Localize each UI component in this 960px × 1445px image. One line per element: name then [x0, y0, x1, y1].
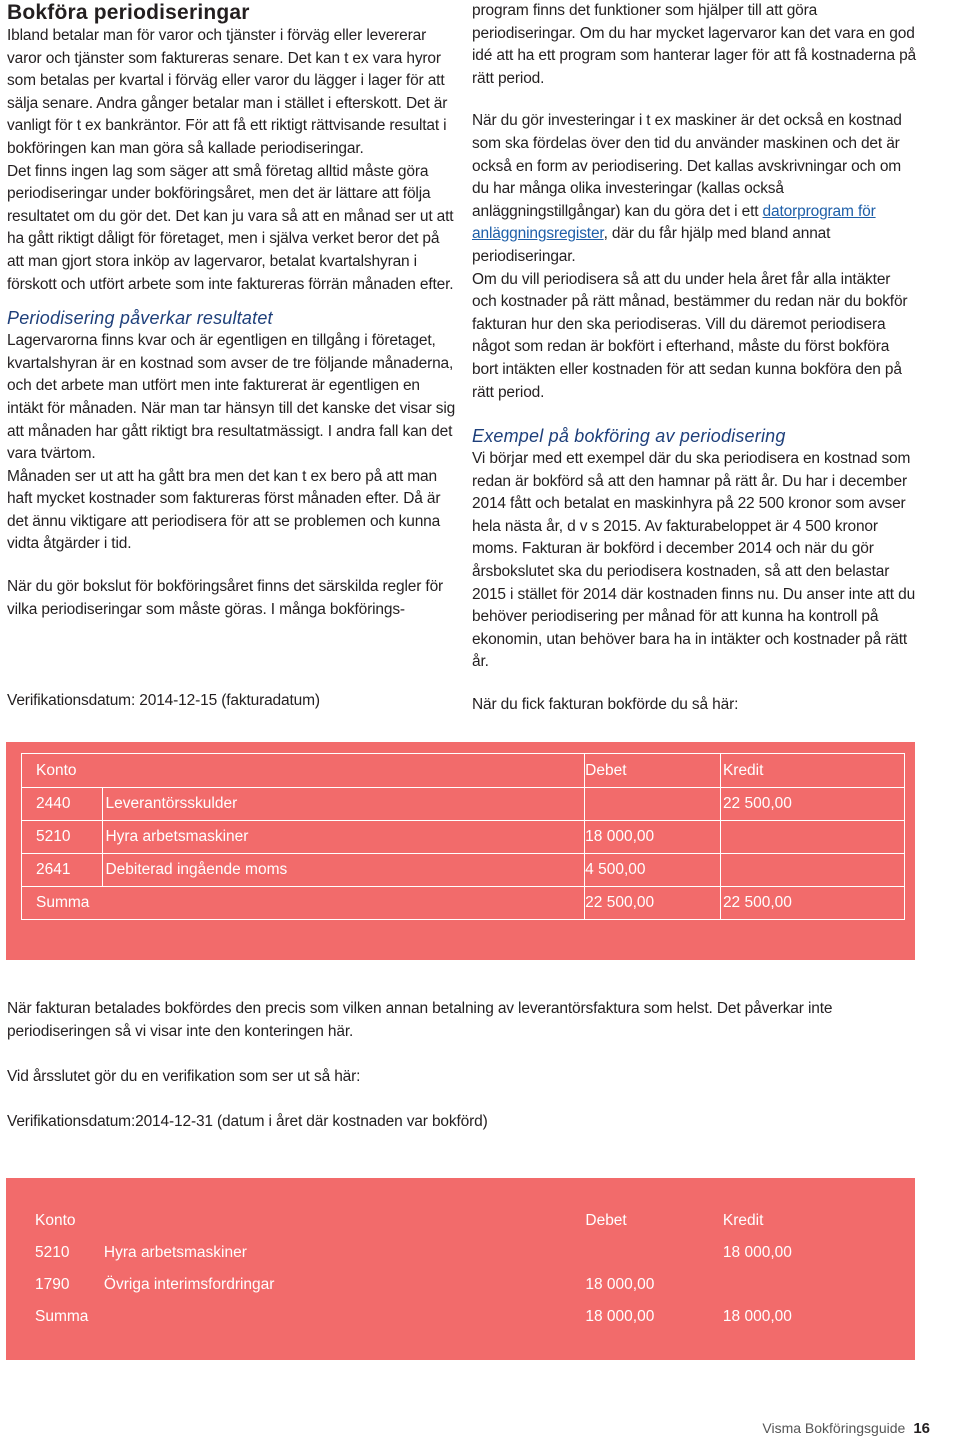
row-konto: 5210: [35, 1244, 70, 1261]
section-paragraph-1: Lagervarorna finns kvar och är egentligen en tillgång i företaget, kvartalshyran är en kostnad som avser de tre följande månaderna, och det arbete man utfört men inte fakturerat är egentligen en intäkt för månaden. När man tar hänsyn till det kanske det visar sig att månaden har gått riktigt bra resultatmässigt. I andra fall kan det vara tvärtom.: [7, 332, 456, 463]
row-debet: 18 000,00: [585, 821, 721, 854]
row-debet: [585, 788, 721, 821]
sum-debet: 18 000,00: [585, 1308, 655, 1325]
ledger-row: [21, 1269, 905, 1301]
row-kredit: [720, 821, 904, 854]
ledger-panel-2: [6, 1178, 915, 1360]
row-text: Leverantörsskulder: [103, 788, 585, 821]
intro-paragraph-1: Ibland betalar man för varor och tjänster i förväg eller levererar varor och tjänster som faktureras senare. Det kan t ex vara hyror som betalas per kvartal i förväg eller varor du lägger i lager för att sälja senare. Andra gånger betalar man i stället i efterskott. Det är vanligt för t ex bankräntor. För att få ett riktigt rättvisande resultat i bokföringen kan man göra så kallade periodiseringar.: [7, 27, 448, 157]
ledger-row: [22, 788, 905, 821]
header-kredit: Kredit: [722, 1212, 764, 1229]
ledger-panel-1: [6, 742, 915, 960]
row-debet: 4 500,00: [585, 854, 721, 887]
row-kredit: 22 500,00: [720, 788, 904, 821]
header-konto: Konto: [22, 754, 585, 788]
left-column: [7, 0, 459, 621]
page-number: 16: [913, 1420, 930, 1437]
section-paragraph-2: Månaden ser ut att ha gått bra men det kan t ex bero på att man haft mycket kostnader som faktureras först månaden efter. Då är det ännu viktigare att periodisera för att se problemen och kunna vidta åtgärder i tid.: [7, 467, 441, 553]
row-text: Hyra arbetsmaskiner: [103, 821, 585, 854]
payment-paragraph: När fakturan betalades bokfördes den precis som vilken annan betalning av leverantörsfaktura som helst. Det påverkar inte periodiseringen så vi visar inte den konteringen här.: [7, 1000, 833, 1040]
page-title: Bokföra periodiseringar: [7, 1, 250, 24]
investment-text-before: När du gör investeringar i t ex maskiner är det också en kostnad som ska fördelas över den tid du använder maskinen och det är också en form av periodisering. Det kallas avskrivningar och om du har många olika investeringar (kallas också anläggningstillgångar) kan du göra det i ett: [472, 112, 902, 220]
sum-kredit: 18 000,00: [722, 1308, 792, 1325]
row-text: Hyra arbetsmaskiner: [103, 1244, 247, 1261]
investment-paragraph-2: Om du vill periodisera så att du under hela året får alla intäkter och kostnader på rätt månad, bestämmer du redan när du bokför fakturan hur den ska periodiseras. Vill du däremot periodisera något som redan är bokfört i efterhand, måste du först bokföra bort intäkten eller kostnaden för att sedan kunna bokföra den på rätt period.: [472, 270, 908, 401]
section-paragraph-3: När du gör bokslut för bokföringsåret finns det särskilda regler för vilka periodiseringar som måste göras. I många bokförings-: [7, 578, 444, 618]
sum-kredit: 22 500,00: [720, 887, 904, 920]
intro-paragraph-2: Det finns ingen lag som säger att små företag alltid måste göra periodiseringar under bokföringsåret, men det är lättare att följa resultatet om du gör det. Det kan ju vara så att en månad ser ut att ha gått riktigt dåligt för företaget, men i själva verket beror det på att man gjort stora inköp av lagervaror, betalat kvartalshyran i förskott och utfört arbete som inte faktureras förrän månaden efter.: [7, 162, 454, 293]
header-debet: Debet: [585, 754, 721, 788]
sum-debet: 22 500,00: [585, 887, 721, 920]
row-konto: 2641: [22, 854, 103, 887]
example-paragraph-1: Vi börjar med ett exempel där du ska periodisera en kostnad som redan är bokförd så att den hamnar på rätt år. Du har i december 2014 fått och betalat en maskinhyra på 22 500 kronor som avser hela nästa år, d v s 2015. Av fakturabeloppet är 4 500 kronor moms. Fakturan är bokförd i december 2014 och när du gör årsbokslutet ska du periodisera kostnaden, så att den belastar 2015 i stället för 2014 där kostnaden finns nu. Du anser inte att du behöver periodisering per månad för att kunna ha kontroll på ekonomin, utan behöver bara ha in intäkter och kostnader på rätt år.: [472, 450, 916, 671]
row-text: Övriga interimsfordringar: [103, 1276, 275, 1293]
ledger-row: [21, 1237, 905, 1269]
sum-label: Summa: [35, 1308, 89, 1325]
ledger-table-1: [21, 753, 905, 920]
continued-paragraph: program finns det funktioner som hjälper till att göra periodiseringar. Om du har mycket lagervaror kan det vara en god idé att ha ett program som hanterar lager för att få kostnaderna på rätt period.: [472, 2, 917, 87]
ledger-sum-row: [22, 887, 905, 920]
row-text: Debiterad ingående moms: [103, 854, 585, 887]
header-kredit: Kredit: [720, 754, 904, 788]
guide-name: Visma Bokföringsguide: [762, 1420, 906, 1436]
verification-1-label: Verifikationsdatum: 2014-12-15 (fakturadatum): [7, 692, 320, 709]
ledger-sum-row: [21, 1301, 905, 1333]
ledger-header-row: [22, 754, 905, 788]
ledger-row: [22, 854, 905, 887]
example-paragraph-2: När du fick fakturan bokförde du så här:: [472, 696, 739, 714]
row-kredit: 18 000,00: [722, 1244, 792, 1261]
anlaggningsregister-link[interactable]: datorprogram för anläggningsregister: [472, 202, 876, 243]
row-kredit: [720, 854, 904, 887]
example-heading: Exempel på bokföring av periodisering: [472, 426, 786, 447]
header-debet: Debet: [585, 1212, 627, 1229]
investment-paragraph-1: [472, 110, 917, 268]
year-end-paragraph: Vid årsslutet gör du en verifikation som ser ut så här:: [7, 1068, 361, 1085]
page-footer: [762, 1420, 930, 1437]
right-column: [472, 0, 917, 717]
row-konto: 5210: [22, 821, 103, 854]
sum-label: Summa: [22, 887, 585, 920]
row-konto: 2440: [22, 788, 103, 821]
investment-text-after: , där du får hjälp med bland annat periodiseringar.: [472, 225, 831, 265]
verification-2-label: Verifikationsdatum:2014-12-31 (datum i året där kostnaden var bokförd): [7, 1113, 488, 1130]
row-konto: 1790: [35, 1276, 70, 1293]
ledger-row: [22, 821, 905, 854]
row-debet: [585, 1237, 721, 1269]
ledger-header-row: [21, 1205, 905, 1237]
row-kredit: [721, 1269, 905, 1301]
row-debet: 18 000,00: [585, 1276, 655, 1293]
header-konto: Konto: [35, 1212, 76, 1229]
ledger-table-2: [21, 1205, 905, 1333]
section-heading-periodisering: Periodisering påverkar resultatet: [7, 308, 273, 329]
